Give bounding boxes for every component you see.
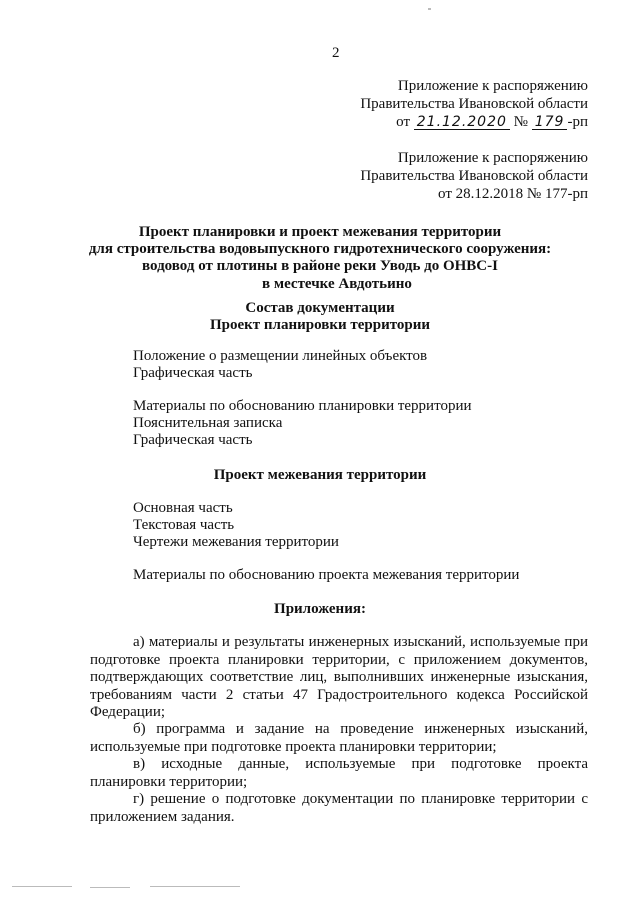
title-line2: для строительства водовыпускного гидротехнического сооружения: bbox=[88, 241, 552, 257]
list-item: Текстовая часть bbox=[133, 517, 235, 533]
list-item: Графическая часть bbox=[133, 365, 253, 381]
handwritten-number: 179 bbox=[532, 115, 568, 130]
list-item: Графическая часть bbox=[133, 432, 253, 448]
appendix-v bbox=[90, 756, 588, 791]
date-prefix: от bbox=[396, 114, 410, 130]
header-current-date-line bbox=[396, 114, 588, 131]
composition-heading: Состав документации bbox=[245, 300, 395, 316]
survey-project-heading: Проект межевания территории bbox=[213, 467, 427, 483]
number-sign: № bbox=[513, 114, 528, 130]
appendix-v-text: в) исходные данные, используемые при подготовке проекта планировки территории; bbox=[90, 756, 588, 790]
appendix-a-text: а) материалы и результаты инженерных изысканий, используемые при подготовке проекта планировки территории, с приложением документов, подтверждающих соответствие лиц, выполнивших инженерные изыскания, требованиям части 2 статьи 47 Градостроительного кодекса Российской Федерации; bbox=[90, 634, 588, 720]
title-line4: в местечке Авдотьино bbox=[262, 276, 412, 292]
number-suffix: -рп bbox=[567, 114, 588, 130]
list-item: Положение о размещении линейных объектов bbox=[133, 348, 428, 364]
header-current-line2: Правительства Ивановской области bbox=[360, 96, 588, 112]
page-number: 2 bbox=[332, 45, 340, 61]
list-item: Основная часть bbox=[133, 500, 233, 516]
appendix-b-text: б) программа и задание на проведение инженерных изысканий, используемые при подготовке проекта планировки территории; bbox=[90, 721, 588, 755]
handwritten-date: 21.12.2020 bbox=[414, 115, 510, 130]
list-item: Чертежи межевания территории bbox=[133, 534, 339, 550]
appendices-heading: Приложения: bbox=[274, 601, 366, 617]
appendix-g-text: г) решение о подготовке документации по планировке территории с приложением задания. bbox=[90, 791, 588, 825]
header-original-line1: Приложение к распоряжению bbox=[397, 150, 588, 166]
header-original-line2: Правительства Ивановской области bbox=[360, 168, 588, 184]
appendix-a bbox=[90, 634, 588, 722]
list-item: Материалы по обоснованию проекта межевания территории bbox=[133, 567, 520, 583]
header-original-line3: от 28.12.2018 № 177-рп bbox=[438, 186, 588, 202]
list-item: Материалы по обоснованию планировки территории bbox=[133, 398, 472, 414]
appendix-g bbox=[90, 791, 588, 826]
title-line1: Проект планировки и проект межевания территории bbox=[138, 224, 502, 240]
header-current-line1: Приложение к распоряжению bbox=[397, 78, 588, 94]
appendix-b bbox=[90, 721, 588, 756]
title-line3: водовод от плотины в районе реки Уводь до ОНВС-I bbox=[142, 258, 498, 274]
list-item: Пояснительная записка bbox=[133, 415, 283, 431]
planning-project-heading: Проект планировки территории bbox=[209, 317, 431, 333]
